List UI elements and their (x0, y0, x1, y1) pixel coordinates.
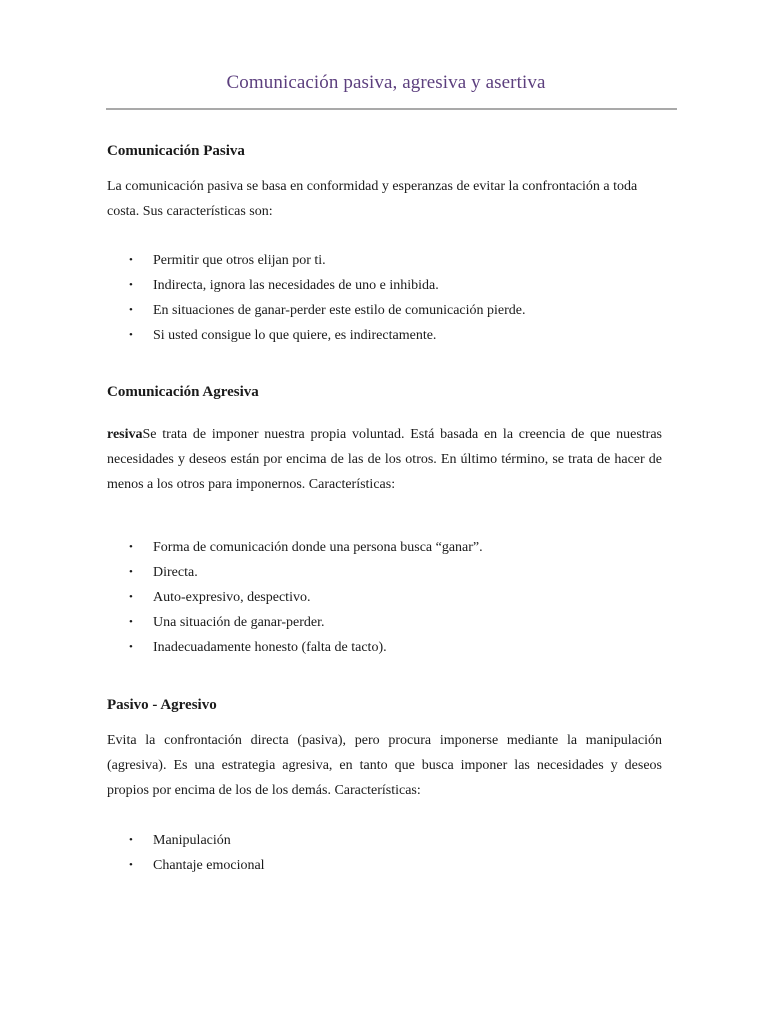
list-item (107, 585, 667, 610)
section-intro-pasiva: La comunicación pasiva se basa en conformidad y esperanzas de evitar la confrontación a toda costa. Sus características son: (107, 179, 638, 219)
section-heading-pasiva: Comunicación Pasiva (107, 143, 245, 159)
bullet-icon: • (129, 591, 133, 603)
list-item (107, 248, 667, 273)
section-heading-agresiva: Comunicación Agresiva (107, 384, 259, 400)
list-item-text: Manipulación (153, 833, 231, 848)
title-divider (106, 108, 677, 110)
list-item-text: Forma de comunicación donde una persona busca “ganar”. (153, 540, 483, 555)
list-item (107, 610, 667, 635)
bullet-list-pasivo-agresivo (107, 828, 667, 878)
list-item (107, 560, 667, 585)
list-item (107, 828, 667, 853)
document-title: Comunicación pasiva, agresiva y asertiva (226, 72, 546, 93)
list-item-text: Indirecta, ignora las necesidades de uno e inhibida. (153, 278, 439, 293)
bullet-icon: • (129, 329, 133, 341)
bullet-icon: • (129, 279, 133, 291)
bullet-list-agresiva (107, 535, 667, 660)
list-item-text: Una situación de ganar-perder. (153, 615, 325, 630)
bullet-icon: • (129, 541, 133, 553)
bullet-list-pasiva (107, 248, 667, 348)
list-item-text: Inadecuadamente honesto (falta de tacto). (153, 640, 387, 655)
list-item (107, 535, 667, 560)
intro-text: Se trata de imponer nuestra propia voluntad. Está basada en la creencia de que nuestras necesidades y deseos están por encima de las de los otros. En último término, se trata de hacer de menos a los otros para imponernos. Características: (107, 427, 662, 492)
list-item-text: En situaciones de ganar-perder este estilo de comunicación pierde. (153, 303, 526, 318)
bullet-icon: • (129, 616, 133, 628)
list-item (107, 298, 667, 323)
section-intro-agresiva (107, 422, 662, 497)
bullet-icon: • (129, 834, 133, 846)
bullet-icon: • (129, 859, 133, 871)
list-item-text: Permitir que otros elijan por ti. (153, 253, 326, 268)
list-item (107, 853, 667, 878)
section-heading-pasivo-agresivo: Pasivo - Agresivo (107, 697, 217, 713)
list-item-text: Auto-expresivo, despectivo. (153, 590, 311, 605)
bullet-icon: • (129, 641, 133, 653)
list-item-text: Si usted consigue lo que quiere, es indirectamente. (153, 328, 437, 343)
list-item-text: Chantaje emocional (153, 858, 265, 873)
list-item (107, 273, 667, 298)
intro-bold-fragment: resiva (107, 427, 143, 442)
bullet-icon: • (129, 254, 133, 266)
bullet-icon: • (129, 566, 133, 578)
list-item-text: Directa. (153, 565, 198, 580)
list-item (107, 635, 667, 660)
list-item (107, 323, 667, 348)
section-intro-pasivo-agresivo: Evita la confrontación directa (pasiva), pero procura imponerse mediante la manipulación (agresiva). Es una estrategia agresiva, en tanto que busca imponer las necesidades y deseos propios por encima de los de los demás. Características: (107, 733, 662, 798)
bullet-icon: • (129, 304, 133, 316)
